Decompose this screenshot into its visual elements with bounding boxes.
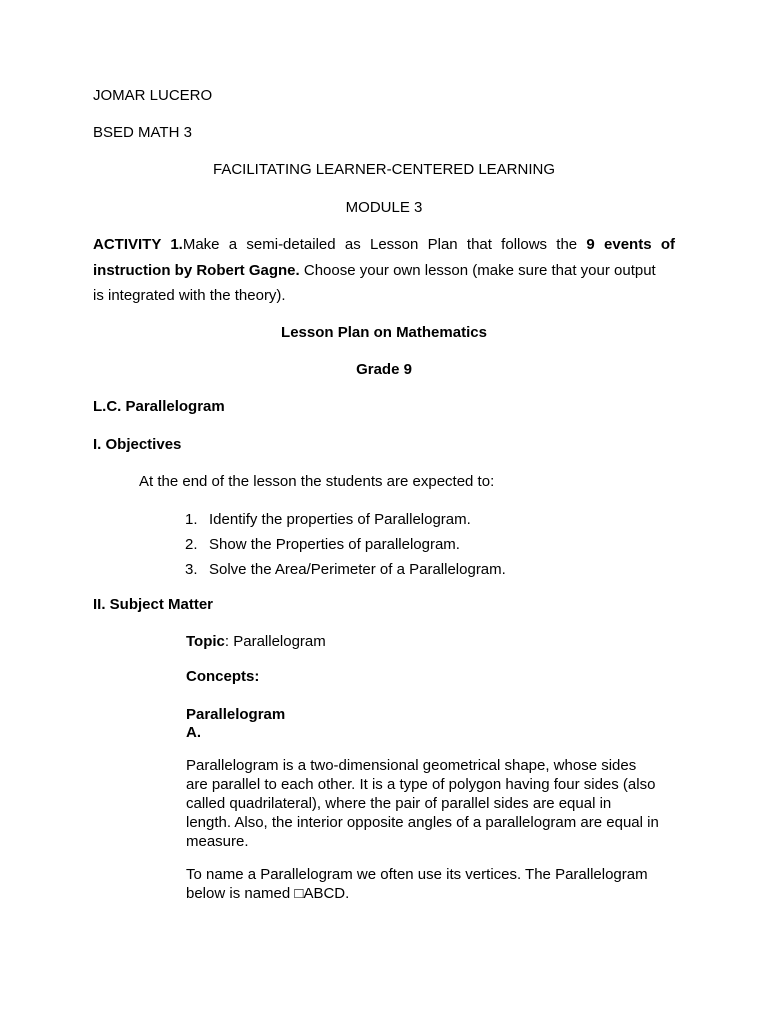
- activity-text: Make a semi-detailed as Lesson Plan that follows the: [182, 236, 587, 253]
- concept-title: Parallelogram: [186, 706, 286, 723]
- learning-competency: L.C. Parallelogram: [93, 398, 225, 415]
- text-line: called quadrilateral), where the pair of parallel sides are equal in: [186, 795, 612, 812]
- activity-instructions: [93, 232, 675, 309]
- text-line: below is named □ABCD.: [186, 885, 350, 902]
- concept-sub: A.: [186, 724, 201, 741]
- student-name: JOMAR LUCERO: [93, 87, 213, 104]
- text-line: To name a Parallelogram we often use its vertices. The Parallelogram: [186, 866, 648, 883]
- module-label: MODULE 3: [345, 199, 423, 216]
- objectives-list: [185, 511, 506, 586]
- activity-text-continued: Choose your own lesson (make sure that your output: [299, 261, 656, 279]
- topic-value: : Parallelogram: [224, 633, 326, 650]
- activity-gagne-emphasis: 9 events of instruction by Robert Gagne.: [93, 236, 675, 279]
- list-item: [185, 561, 506, 586]
- list-text: Solve the Area/Perimeter of a Parallelogram.: [209, 561, 506, 578]
- activity-label: ACTIVITY 1.: [93, 236, 183, 253]
- naming-paragraph: [186, 865, 678, 903]
- text-line: measure.: [186, 833, 249, 850]
- list-item: [185, 511, 506, 536]
- objectives-intro: At the end of the lesson the students are expected to:: [139, 473, 495, 490]
- concepts-label: Concepts:: [186, 668, 260, 685]
- concept-definition: [186, 756, 678, 851]
- text-line: Parallelogram is a two-dimensional geometrical shape, whose sides: [186, 757, 637, 774]
- lesson-plan-title: Lesson Plan on Mathematics: [281, 324, 487, 341]
- list-text: Identify the properties of Parallelogram.: [209, 511, 471, 528]
- subject-title: FACILITATING LEARNER-CENTERED LEARNING: [213, 161, 555, 178]
- objectives-heading: I. Objectives: [93, 436, 182, 453]
- subject-matter-heading: II. Subject Matter: [93, 596, 214, 613]
- list-text: Show the Properties of parallelogram.: [209, 536, 460, 553]
- list-number: 2.: [185, 536, 198, 553]
- course-label: BSED MATH 3: [93, 124, 192, 141]
- text-line: length. Also, the interior opposite angles of a parallelogram are equal in: [186, 814, 659, 831]
- grade-level: Grade 9: [356, 361, 412, 378]
- topic-label: Topic: [186, 633, 225, 650]
- list-number: 3.: [185, 561, 198, 578]
- activity-last-line: is integrated with the theory).: [93, 287, 286, 304]
- list-item: [185, 536, 506, 561]
- text-line: are parallel to each other. It is a type of polygon having four sides (also: [186, 776, 656, 793]
- topic-line: [186, 633, 326, 651]
- list-number: 1.: [185, 511, 198, 528]
